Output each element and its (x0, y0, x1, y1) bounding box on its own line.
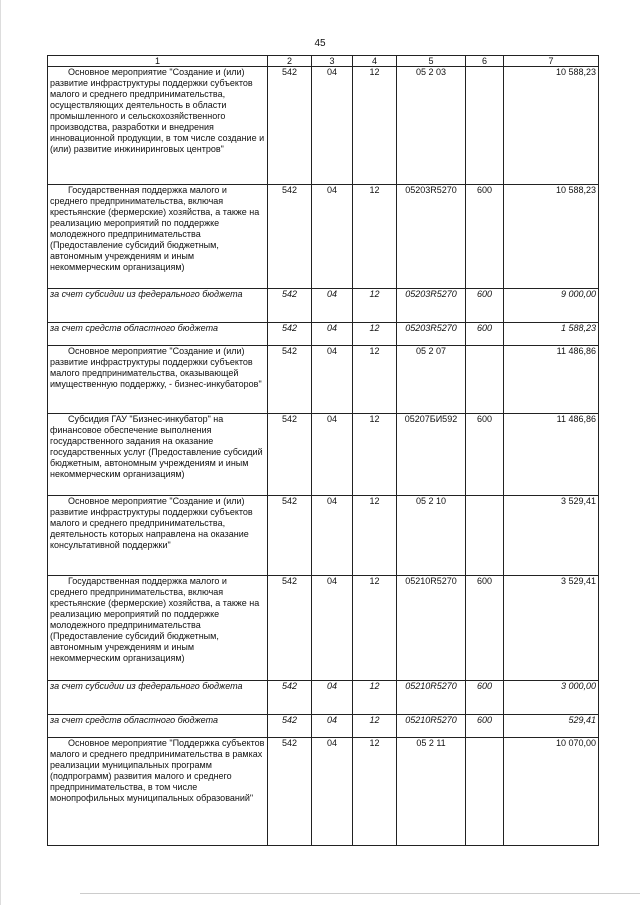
table-row (48, 289, 599, 323)
cell-vr: 600 (466, 715, 504, 738)
scan-bottom-line (80, 893, 640, 894)
cell-ved: 542 (268, 67, 312, 185)
cell-csr: 05203R5270 (397, 185, 466, 289)
table-row (48, 681, 599, 715)
row-name: за счет средств областного бюджета (48, 715, 268, 738)
cell-rz: 04 (312, 346, 353, 414)
cell-ved: 542 (268, 715, 312, 738)
cell-vr: 600 (466, 576, 504, 681)
cell-amount: 529,41 (504, 715, 599, 738)
table-row (48, 414, 599, 496)
cell-ved: 542 (268, 346, 312, 414)
row-name: за счет субсидии из федерального бюджета (48, 289, 268, 323)
row-name: Субсидия ГАУ "Бизнес-инкубатор" на финансовое обеспечение выполнения государственного задания на оказание государственных услуг (Предоставление субсидий бюджетным, автономным учреждениям и иным некоммерческим организациям) (50, 414, 263, 479)
cell-rz: 04 (312, 715, 353, 738)
row-name: за счет субсидии из федерального бюджета (48, 681, 268, 715)
cell-vr: 600 (466, 323, 504, 346)
cell-amount: 11 486,86 (504, 414, 599, 496)
cell-rz: 04 (312, 289, 353, 323)
row-name: Основное мероприятие "Поддержка субъектов малого и среднего предпринимательства в рамках реализации муниципальных программ (подпрограмм) развития малого и среднего предпринимательства, в том числе монопрофильных муниципальных образований" (50, 738, 265, 803)
cell-vr: 600 (466, 289, 504, 323)
cell-ved: 542 (268, 496, 312, 576)
cell-ved: 542 (268, 738, 312, 846)
cell-amount: 3 529,41 (504, 496, 599, 576)
cell-vr: 600 (466, 681, 504, 715)
cell-pr: 12 (353, 323, 397, 346)
table-row (48, 185, 599, 289)
cell-pr: 12 (353, 681, 397, 715)
cell-ved: 542 (268, 414, 312, 496)
cell-amount: 11 486,86 (504, 346, 599, 414)
page-number: 45 (314, 38, 326, 49)
column-header: 6 (466, 56, 504, 67)
cell-csr: 05 2 11 (397, 738, 466, 846)
cell-pr: 12 (353, 576, 397, 681)
cell-pr: 12 (353, 738, 397, 846)
cell-ved: 542 (268, 681, 312, 715)
cell-csr: 05 2 07 (397, 346, 466, 414)
table-row (48, 496, 599, 576)
cell-vr: 600 (466, 185, 504, 289)
cell-vr (466, 738, 504, 846)
cell-rz: 04 (312, 681, 353, 715)
cell-amount: 10 070,00 (504, 738, 599, 846)
cell-pr: 12 (353, 289, 397, 323)
table-row (48, 576, 599, 681)
budget-table (47, 55, 599, 846)
column-header: 4 (353, 56, 397, 67)
cell-csr: 05 2 03 (397, 67, 466, 185)
row-name: Государственная поддержка малого и среднего предпринимательства, включая крестьянские (фермерские) хозяйства, а также на реализацию мероприятий по поддержке молодежного предпринимательства (Предоставление субсидий бюджетным, автономным учреждениям и иным некоммерческим организациям) (50, 576, 260, 663)
cell-pr: 12 (353, 185, 397, 289)
cell-pr: 12 (353, 715, 397, 738)
header-row (48, 56, 599, 67)
row-name: Основное мероприятие "Создание и (или) развитие инфраструктуры поддержки субъектов малого и среднего предпринимательства, деятельность которых направлена на оказание консультативной поддержки" (50, 496, 253, 550)
table-row (48, 738, 599, 846)
table-row (48, 715, 599, 738)
cell-csr: 05 2 10 (397, 496, 466, 576)
table-row (48, 67, 599, 185)
table-row (48, 323, 599, 346)
cell-ved: 542 (268, 576, 312, 681)
cell-vr: 600 (466, 414, 504, 496)
column-header: 1 (48, 56, 268, 67)
cell-rz: 04 (312, 414, 353, 496)
cell-amount: 9 000,00 (504, 289, 599, 323)
cell-amount: 3 529,41 (504, 576, 599, 681)
column-header: 7 (504, 56, 599, 67)
cell-rz: 04 (312, 323, 353, 346)
cell-rz: 04 (312, 496, 353, 576)
cell-rz: 04 (312, 67, 353, 185)
cell-ved: 542 (268, 289, 312, 323)
cell-csr: 05207БИ592 (397, 414, 466, 496)
cell-csr: 05203R5270 (397, 289, 466, 323)
column-header: 3 (312, 56, 353, 67)
cell-rz: 04 (312, 576, 353, 681)
column-header: 5 (397, 56, 466, 67)
cell-rz: 04 (312, 185, 353, 289)
cell-ved: 542 (268, 185, 312, 289)
column-header: 2 (268, 56, 312, 67)
cell-vr (466, 346, 504, 414)
cell-amount: 10 588,23 (504, 185, 599, 289)
table-row (48, 346, 599, 414)
cell-rz: 04 (312, 738, 353, 846)
cell-csr: 05210R5270 (397, 715, 466, 738)
row-name: за счет средств областного бюджета (48, 323, 268, 346)
cell-amount: 3 000,00 (504, 681, 599, 715)
cell-vr (466, 67, 504, 185)
cell-amount: 1 588,23 (504, 323, 599, 346)
row-name: Государственная поддержка малого и среднего предпринимательства, включая крестьянские (фермерские) хозяйства, а также на реализацию мероприятий по поддержке молодежного предпринимательства (Предоставление субсидий бюджетным, автономным учреждениям и иным некоммерческим организациям) (50, 185, 260, 272)
cell-csr: 05210R5270 (397, 576, 466, 681)
row-name: Основное мероприятие "Создание и (или) развитие инфраструктуры поддержки субъектов малого предпринимательства, оказывающей имущественную поддержку, - бизнес-инкубаторов" (50, 346, 262, 389)
cell-pr: 12 (353, 414, 397, 496)
cell-amount: 10 588,23 (504, 67, 599, 185)
cell-pr: 12 (353, 496, 397, 576)
cell-ved: 542 (268, 323, 312, 346)
cell-csr: 05203R5270 (397, 323, 466, 346)
scan-edge-line (0, 0, 1, 905)
cell-vr (466, 496, 504, 576)
cell-pr: 12 (353, 67, 397, 185)
cell-csr: 05210R5270 (397, 681, 466, 715)
cell-pr: 12 (353, 346, 397, 414)
row-name: Основное мероприятие "Создание и (или) развитие инфраструктуры поддержки субъектов малого и среднего предпринимательства, осуществляющих деятельность в области промышленного и сельскохозяйственного производства, разработки и внедрения инновационной продукции, в том числе создание и (или) развитие инжиниринговых центров" (50, 67, 265, 154)
